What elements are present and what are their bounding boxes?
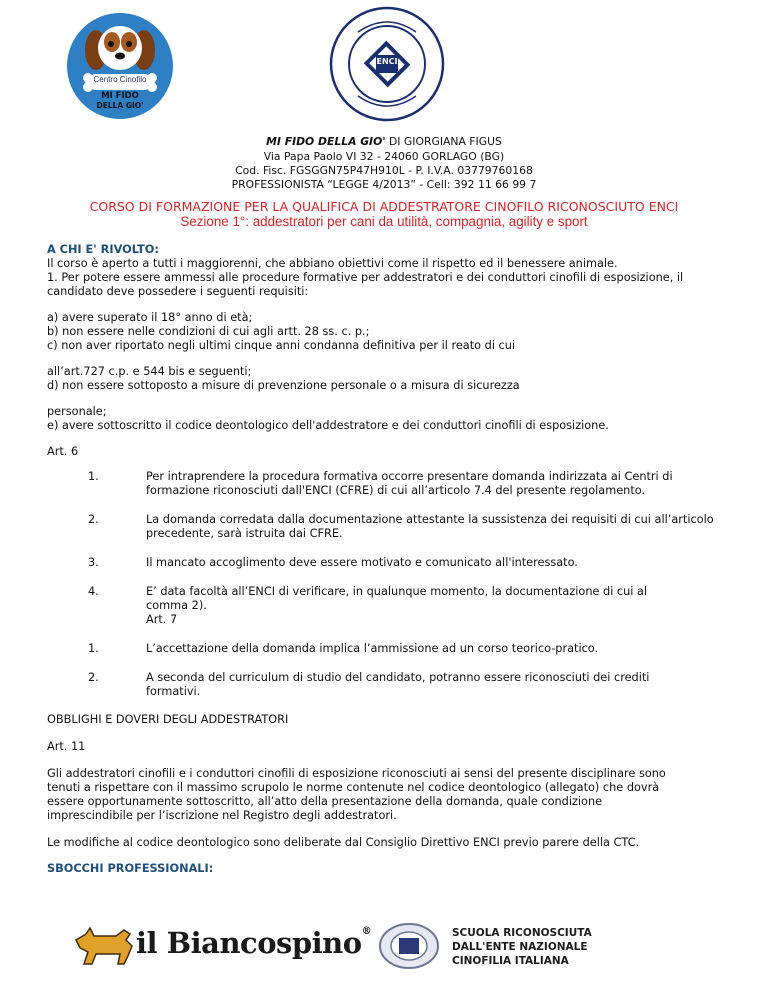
intro-line-1: Il corso è aperto a tutti i maggiorenni, che abbiano obiettivi come il rispetto ed il benessere animale.: [47, 257, 618, 270]
req-e: e) avere sottoscritto il codice deontologico dell'addestratore e dei conduttori cinofili di esposizione.: [47, 419, 609, 432]
item-number: 2.: [88, 671, 99, 684]
item-number: 4.: [88, 585, 99, 598]
scuola-line-3: CINOFILIA ITALIANA: [452, 955, 569, 967]
item-text: precedente, sarà istruita dai CFRE.: [146, 527, 343, 540]
art11-line-3: essere opportunamente sottoscritto, all’atto della presentazione della domanda, quale condizione: [47, 795, 603, 808]
art11-line-2: tenuti a rispettare con il massimo scrupolo le norme contenute nel codice deontologico (allegato) che dovrà: [47, 781, 660, 794]
req-c-cont: all’art.727 c.p. e 544 bis e seguenti;: [47, 365, 252, 378]
mi-fido-logo: [66, 12, 174, 120]
item-number: 1.: [88, 470, 99, 483]
enci-seal-logo: [328, 2, 446, 124]
business-name: MI FIDO DELLA GIO': [266, 135, 386, 148]
a-chi-heading: A CHI E' RIVOLTO:: [47, 243, 159, 256]
req-d-cont: personale;: [47, 405, 107, 418]
badge-line3: DELLA GIO': [96, 101, 144, 110]
item-number: 2.: [88, 513, 99, 526]
intro-line-2: 1. Per potere essere ammessi alle procedure formative per addestratori e dei conduttori cinofili di esposizione, il: [47, 271, 684, 284]
header-name: [0, 135, 768, 149]
req-d: d) non essere sottoposto a misure di prevenzione personale o a misura di sicurezza: [47, 379, 520, 392]
course-title: CORSO DI FORMAZIONE PER LA QUALIFICA DI ADDESTRATORE CINOFILO RICONOSCIUTO ENCI: [89, 199, 679, 214]
badge-line2: MI FIDO: [101, 91, 139, 101]
art-6: Art. 6: [47, 445, 79, 458]
scuola-line-1: SCUOLA RICONOSCIUTA: [452, 927, 592, 939]
header-address: Via Papa Paolo VI 32 - 24060 GORLAGO (BG): [263, 150, 505, 163]
item-text: La domanda corredata dalla documentazione attestante la sussistenza dei requisiti di cui all’articolo: [146, 513, 714, 526]
item-text: Il mancato accoglimento deve essere motivato e comunicato all'interessato.: [146, 556, 578, 569]
art-11: Art. 11: [47, 740, 86, 753]
sbocchi-heading: SBOCCHI PROFESSIONALI:: [47, 862, 214, 875]
registered-mark: ®: [361, 926, 372, 937]
enci-acronym: ENCI: [376, 57, 398, 66]
item-text: formazione riconosciuti dall'ENCI (CFRE) di cui all’articolo 7.4 del presente regolamento.: [146, 484, 646, 497]
req-b: b) non essere nelle condizioni di cui agli artt. 28 ss. c. p.;: [47, 325, 370, 338]
item-text: Art. 7: [146, 613, 178, 626]
course-subtitle: Sezione 1°: addestratori per cani da utilità, compagnia, agility e sport: [180, 214, 588, 229]
intro-line-3: candidato deve possedere i seguenti requisiti:: [47, 285, 309, 298]
modifiche-text: Le modifiche al codice deontologico sono deliberate dal Consiglio Direttivo ENCI previo parere della CTC.: [47, 836, 640, 849]
item-text: Per intraprendere la procedura formativa occorre presentare domanda indirizzata ai Centri di: [146, 470, 673, 483]
art11-line-1: Gli addestratori cinofili e i conduttori cinofili di esposizione riconosciuti ai sensi del presente disciplinare sono: [47, 767, 666, 780]
obblighi-heading: OBBLIGHI E DOVERI DEGLI ADDESTRATORI: [47, 713, 289, 726]
dog-icon: [72, 924, 142, 968]
badge-line1: Centro Cinofilo: [93, 75, 147, 84]
req-a: a) avere superato il 18° anno di età;: [47, 311, 253, 324]
art11-line-4: imprescindibile per l’iscrizione nel Registro degli addestratori.: [47, 809, 397, 822]
biancospino-wordmark: il Biancospino: [136, 926, 362, 960]
biancospino-logo: [72, 924, 372, 970]
enci-small-seal: [378, 922, 440, 970]
owner-name: DI GIORGIANA FIGUS: [385, 135, 502, 148]
item-text: formativi.: [146, 685, 201, 698]
scuola-line-2: DALL'ENTE NAZIONALE: [452, 941, 588, 953]
header-professional: PROFESSIONISTA “LEGGE 4/2013” - Cell: 392 11 66 99 7: [231, 178, 537, 191]
item-text: E’ data facoltà all’ENCI di verificare, in qualunque momento, la documentazione di cui al: [146, 585, 648, 598]
req-c: c) non aver riportato negli ultimi cinque anni condanna definitiva per il reato di cui: [47, 339, 516, 352]
item-number: 3.: [88, 556, 99, 569]
item-text: L’accettazione della domanda implica l’ammissione ad un corso teorico-pratico.: [146, 642, 599, 655]
item-text: A seconda del curriculum di studio del candidato, potranno essere riconosciuti dei crediti: [146, 671, 650, 684]
item-number: 1.: [88, 642, 99, 655]
item-text: comma 2).: [146, 599, 207, 612]
header-fiscal: Cod. Fisc. FGSGGN75P47H910L - P. I.V.A. 03779760168: [235, 164, 533, 177]
